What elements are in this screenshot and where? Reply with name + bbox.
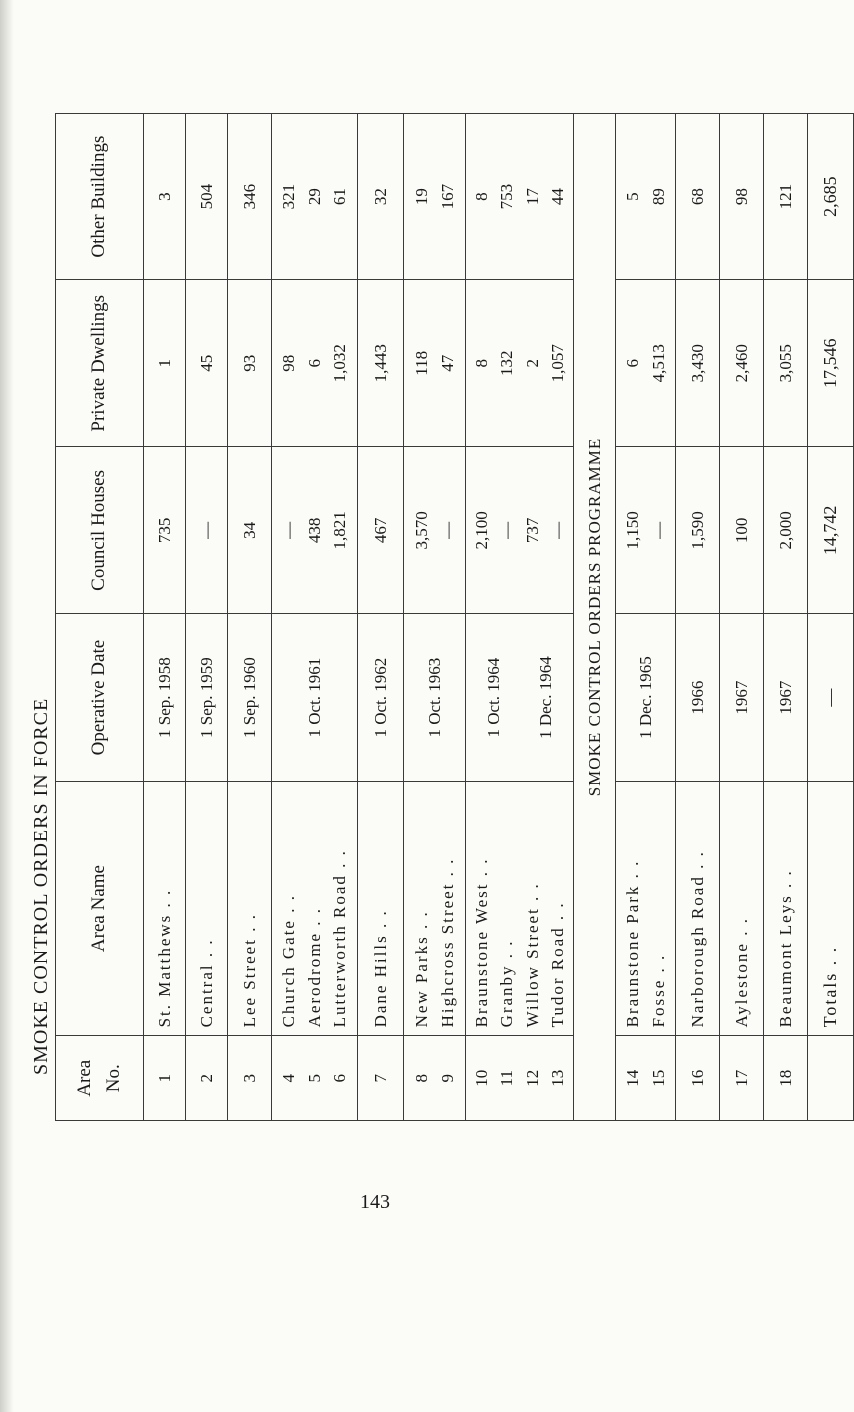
header-council-houses: Council Houses: [56, 447, 144, 614]
private-dwellings-cell: 93: [228, 280, 272, 447]
other-buildings-cell: 68: [676, 114, 720, 280]
operative-date-cell: 1 Oct. 1963: [404, 614, 466, 781]
area-name-cell: New Parks . . Highcross Street . .: [404, 781, 466, 1036]
page-number: 143: [360, 1191, 390, 1213]
council-houses-cell: 2,100 — 737 —: [466, 447, 574, 614]
area-name-cell: Church Gate . . Aerodrome . . Lutterworth Road . .: [272, 781, 358, 1036]
table-row: [358, 114, 404, 1121]
operative-date-cell: 1 Sep. 1959: [186, 614, 228, 781]
table-row: [676, 114, 720, 1121]
council-houses-cell: 1,590: [676, 447, 720, 614]
operative-date-cell: 1967: [764, 614, 808, 781]
other-buildings-cell: 3: [144, 114, 186, 280]
area-name-cell: Beaumont Leys . .: [764, 781, 808, 1036]
area-no-cell: 8 9: [404, 1036, 466, 1121]
table-row: [720, 114, 764, 1121]
council-houses-cell: 3,570 —: [404, 447, 466, 614]
area-name-cell: Narborough Road . .: [676, 781, 720, 1036]
area-no-cell: 7: [358, 1036, 404, 1121]
totals-label-cell: Totals . .: [808, 781, 854, 1036]
operative-date-cell: 1 Sep. 1958: [144, 614, 186, 781]
area-name-cell: Aylestone . .: [720, 781, 764, 1036]
spine: [0, 0, 52, 1412]
council-houses-cell: 467: [358, 447, 404, 614]
table-row: [272, 114, 358, 1121]
area-name-cell: Braunstone Park . . Fosse . .: [616, 781, 676, 1036]
private-dwellings-cell: 6 4,513: [616, 280, 676, 447]
council-houses-cell: 34: [228, 447, 272, 614]
operative-date-cell: 1 Sep. 1960: [228, 614, 272, 781]
area-no-cell: 4 5 6: [272, 1036, 358, 1121]
operative-date-cell: 1966: [676, 614, 720, 781]
operative-date-cell: 1 Dec. 1965: [616, 614, 676, 781]
area-no-cell: 17: [720, 1036, 764, 1121]
totals-other-buildings: 2,685: [808, 114, 854, 280]
programme-band-row: [574, 114, 616, 1121]
area-no-cell: 10 11 12 13: [466, 1036, 574, 1121]
header-area-no: Area No.: [56, 1036, 144, 1121]
table-row: [186, 114, 228, 1121]
private-dwellings-cell: 2,460: [720, 280, 764, 447]
header-other-buildings: Other Buildings: [56, 114, 144, 280]
area-no-cell: 3: [228, 1036, 272, 1121]
spine-title: SMOKE CONTROL ORDERS IN FORCE: [30, 697, 52, 1075]
other-buildings-cell: 19 167: [404, 114, 466, 280]
area-name-cell: Braunstone West . . Granby . . Willow Street . . Tudor Road . .: [466, 781, 574, 1036]
table-row: [228, 114, 272, 1121]
council-houses-cell: 2,000: [764, 447, 808, 614]
private-dwellings-cell: 3,055: [764, 280, 808, 447]
council-houses-cell: — 438 1,821: [272, 447, 358, 614]
area-no-cell: 16: [676, 1036, 720, 1121]
council-houses-cell: 100: [720, 447, 764, 614]
area-no-cell: 18: [764, 1036, 808, 1121]
council-houses-cell: 735: [144, 447, 186, 614]
operative-date-cell: 1 Oct. 1964 1 Dec. 1964: [466, 614, 574, 781]
smoke-control-table: [55, 113, 854, 1121]
other-buildings-cell: 98: [720, 114, 764, 280]
rotated-table-wrapper: [55, 113, 840, 1121]
area-no-cell: 2: [186, 1036, 228, 1121]
operative-date-cell: 1 Oct. 1961: [272, 614, 358, 781]
private-dwellings-cell: 1: [144, 280, 186, 447]
table-row: [616, 114, 676, 1121]
totals-row: [808, 114, 854, 1121]
totals-area-no-cell: [808, 1036, 854, 1121]
private-dwellings-cell: 3,430: [676, 280, 720, 447]
other-buildings-cell: 121: [764, 114, 808, 280]
other-buildings-cell: 5 89: [616, 114, 676, 280]
totals-date-cell: —: [808, 614, 854, 781]
area-no-cell: 14 15: [616, 1036, 676, 1121]
header-operative-date: Operative Date: [56, 614, 144, 781]
area-no-cell: 1: [144, 1036, 186, 1121]
other-buildings-cell: 321 29 61: [272, 114, 358, 280]
area-name-cell: St. Matthews . .: [144, 781, 186, 1036]
totals-council-houses: 14,742: [808, 447, 854, 614]
other-buildings-cell: 504: [186, 114, 228, 280]
table-row: [466, 114, 574, 1121]
header-area-name: Area Name: [56, 781, 144, 1036]
table-row: [404, 114, 466, 1121]
other-buildings-cell: 346: [228, 114, 272, 280]
operative-date-cell: 1 Oct. 1962: [358, 614, 404, 781]
private-dwellings-cell: 1,443: [358, 280, 404, 447]
area-name-cell: Lee Street . .: [228, 781, 272, 1036]
area-name-cell: Central . .: [186, 781, 228, 1036]
operative-date-cell: 1967: [720, 614, 764, 781]
header-private-dwellings: Private Dwellings: [56, 280, 144, 447]
private-dwellings-cell: 98 6 1,032: [272, 280, 358, 447]
totals-private-dwellings: 17,546: [808, 280, 854, 447]
council-houses-cell: 1,150 —: [616, 447, 676, 614]
private-dwellings-cell: 45: [186, 280, 228, 447]
private-dwellings-cell: 118 47: [404, 280, 466, 447]
area-name-cell: Dane Hills . .: [358, 781, 404, 1036]
programme-band-title: SMOKE CONTROL ORDERS PROGRAMME: [574, 114, 616, 1121]
council-houses-cell: —: [186, 447, 228, 614]
private-dwellings-cell: 8 132 2 1,057: [466, 280, 574, 447]
table-row: [144, 114, 186, 1121]
table-row: [764, 114, 808, 1121]
other-buildings-cell: 8 753 17 44: [466, 114, 574, 280]
header-row: [56, 114, 144, 1121]
other-buildings-cell: 32: [358, 114, 404, 280]
